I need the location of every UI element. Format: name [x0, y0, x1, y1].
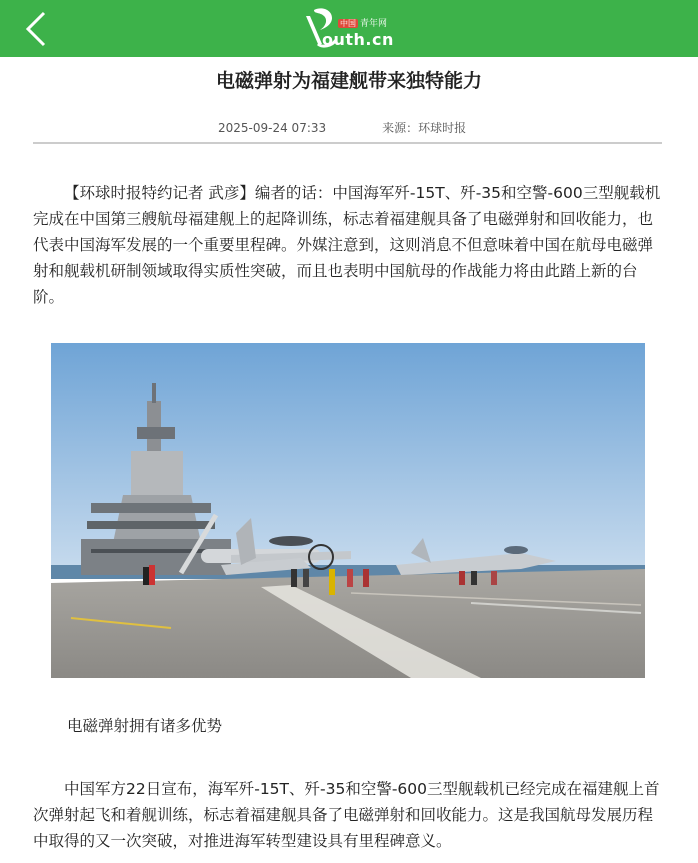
article-title: 电磁弹射为福建舰带来独特能力 [215, 70, 482, 92]
article-photo [51, 343, 645, 678]
chevron-left-icon [22, 10, 52, 48]
logo-name: 青年网 [360, 19, 388, 29]
logo-url: outh.cn [322, 30, 394, 49]
divider [33, 142, 662, 144]
article-source: 来源：环球时报 [382, 121, 467, 135]
carrier-deck-image [51, 343, 645, 678]
site-logo[interactable] [298, 4, 402, 52]
section-subheading: 电磁弹射拥有诸多优势 [67, 717, 223, 735]
logo-badge: 中国 [340, 19, 356, 28]
body-paragraph: 中国军方22日宣布，海军歼-15T、歼-35和空警-600三型舰载机已经完成在福建舰上首次弹射起飞和着舰训练，标志着福建舰具备了电磁弹射和回收能力。这是我国航母发展历程中取得的又一次突破，对推进海军转型建设具有里程碑意义。 [33, 780, 660, 850]
publish-date: 2025-09-24 07:33 [218, 121, 327, 135]
back-button[interactable] [22, 10, 52, 48]
article-meta [218, 119, 466, 136]
intro-paragraph: 【环球时报特约记者 武彦】编者的话：中国海军歼-15T、歼-35和空警-600三型舰载机完成在中国第三艘航母福建舰上的起降训练，标志着福建舰具备了电磁弹射和回收能力，也代表中国海军发展的一个重要里程碑。外媒注意到，这则消息不但意味着中国在航母电磁弹射和舰载机研制领域取得实质性突破，而且也表明中国航母的作战能力将由此踏上新的台阶。 [33, 184, 661, 306]
top-bar [0, 0, 698, 57]
logo-brand [338, 16, 387, 29]
